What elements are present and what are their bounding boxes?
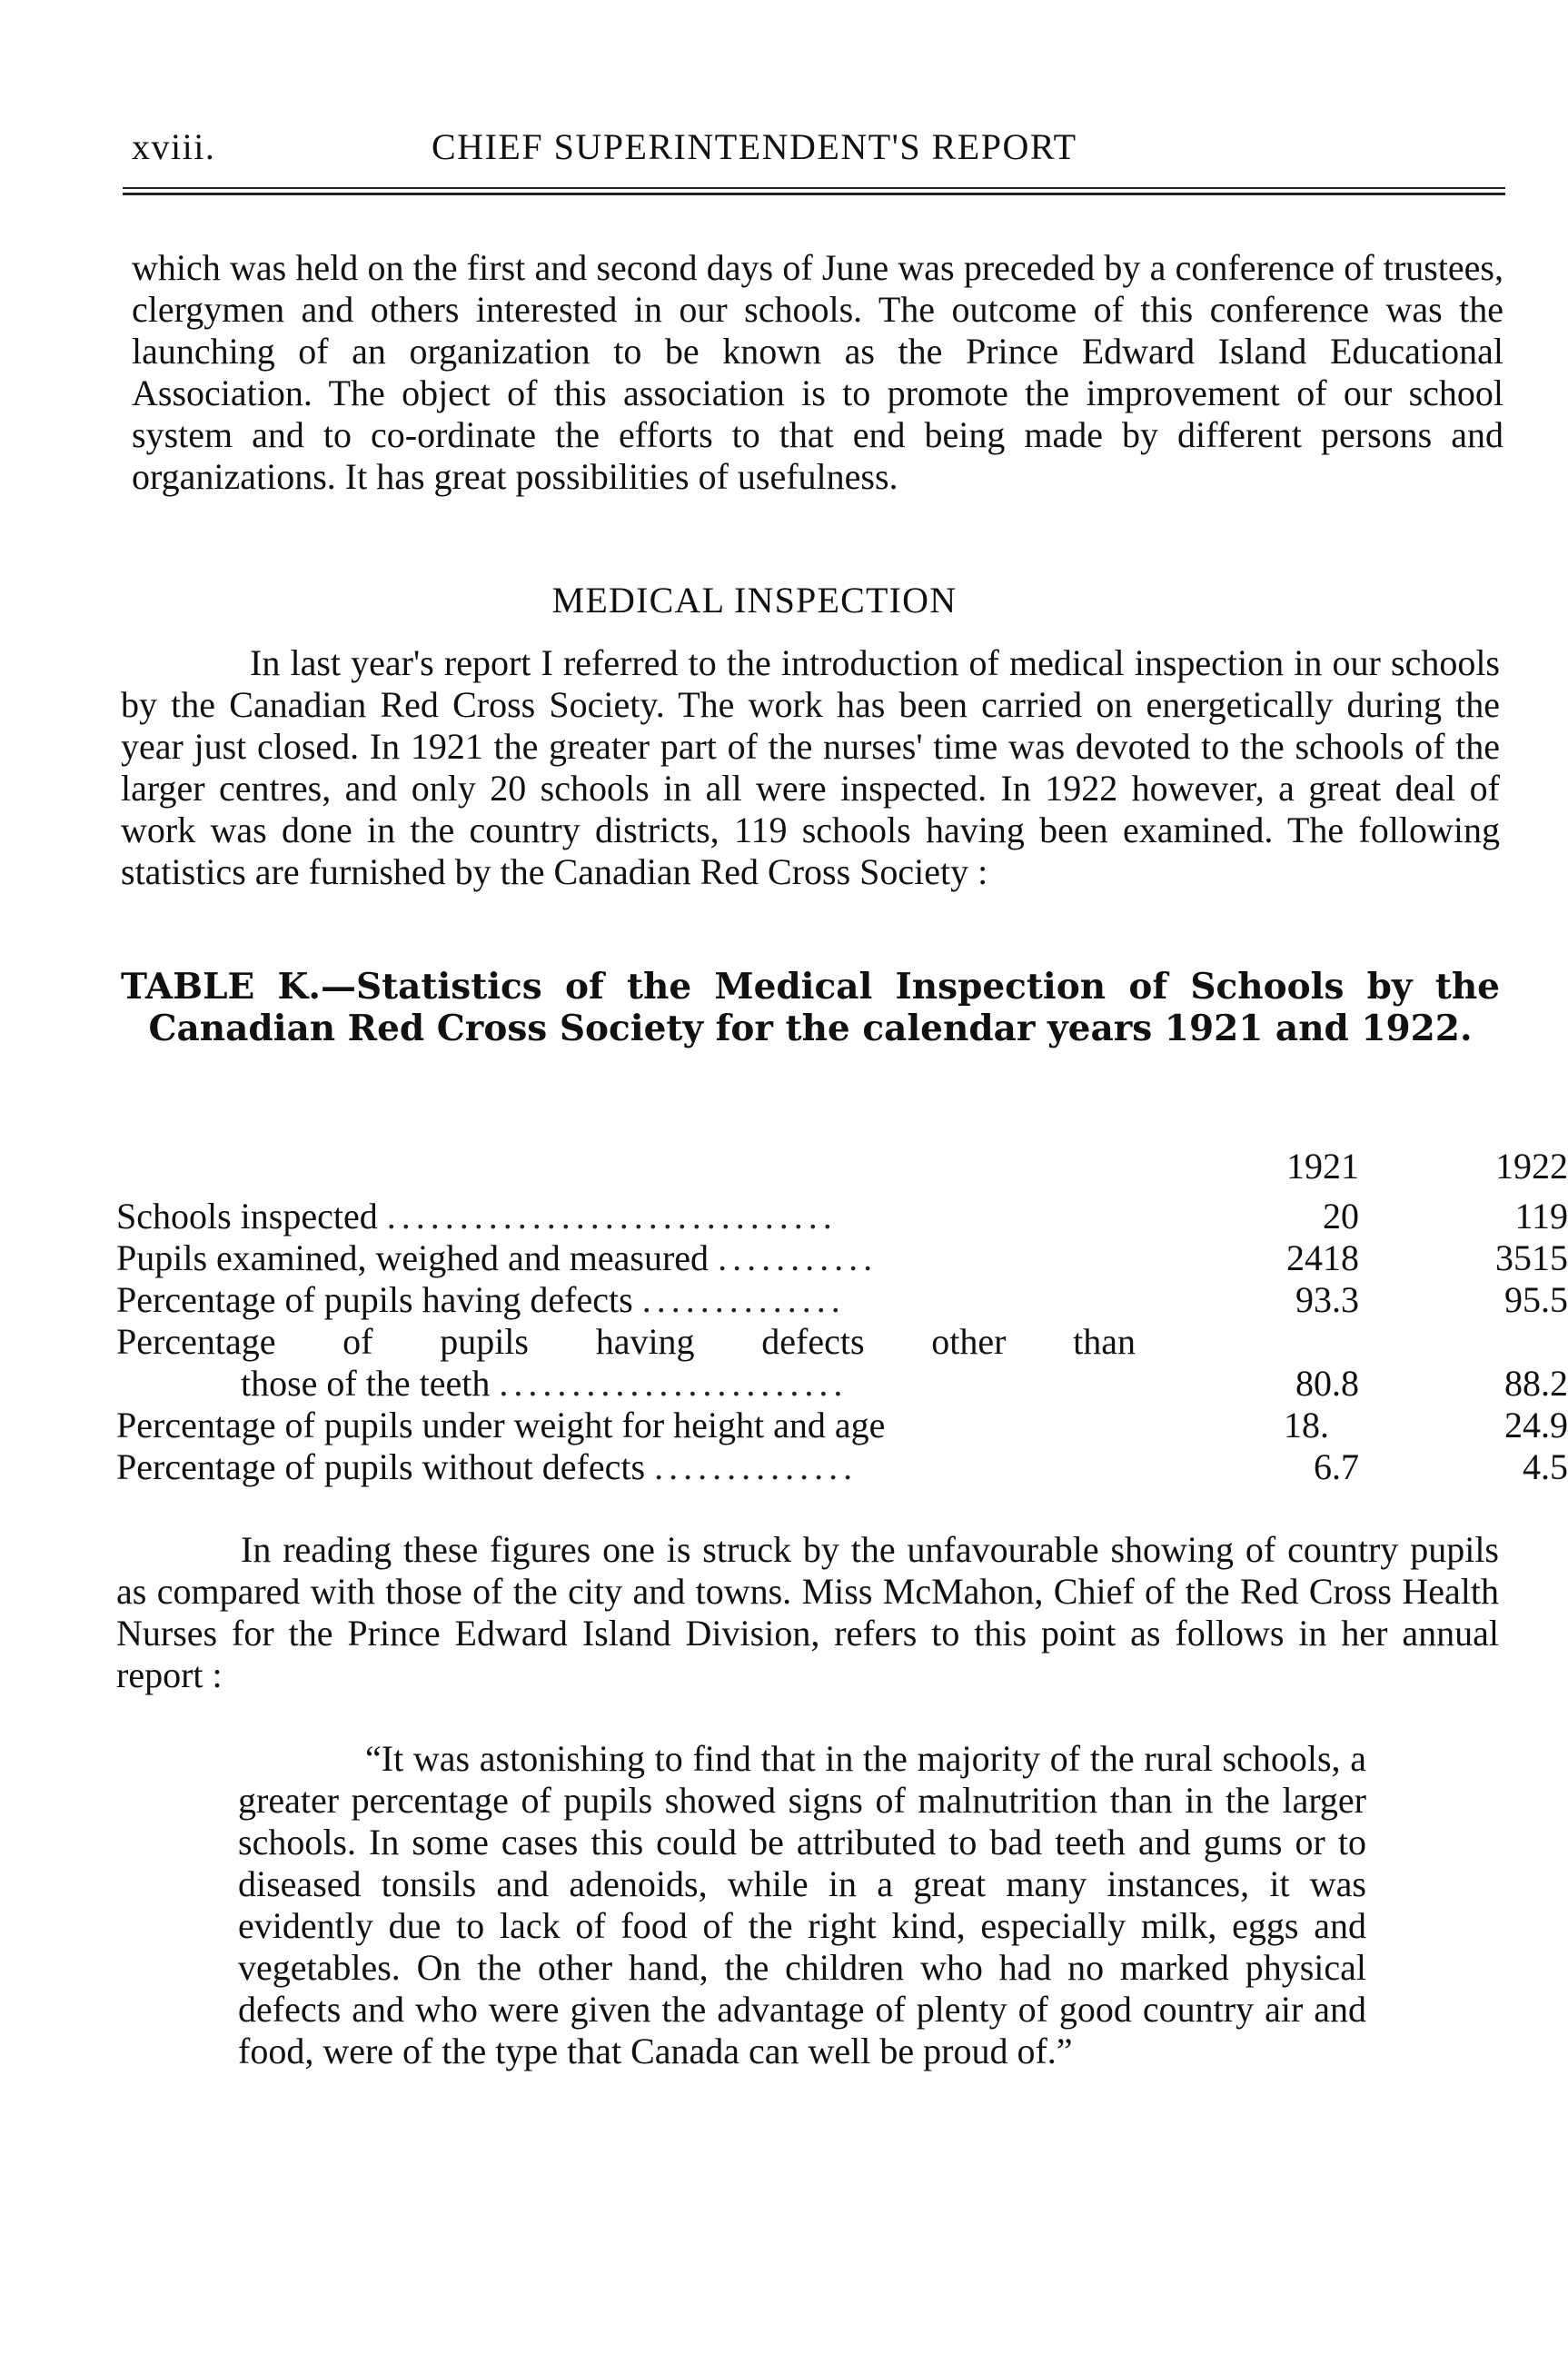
leader-dots: ............................... [386, 1196, 838, 1237]
table-row [116, 1445, 1568, 1487]
row-label: Schools inspected [116, 1196, 378, 1237]
medical-inspection-paragraph: In last year's report I referred to the introduction of medical inspection in our schools by the Canadian Red Cross Society. The work has been carried on energetically during the year just closed. In 1921 the greater part of the nurses' time was devoted to the schools of the larger centres, and only 20 schools in all were inspected. In 1922 however, a great deal of work was done in the country districts, 119 schools having been examined. The following statistics are furnished by the Canadian Red Cross Society : [121, 642, 1500, 892]
row-label: Pupils examined, weighed and measured [116, 1237, 710, 1278]
table-row [116, 1237, 1568, 1278]
value-1922: 4.5 [1523, 1446, 1568, 1487]
header-rule-thick [123, 193, 1505, 195]
section-heading: MEDICAL INSPECTION [551, 580, 958, 621]
row-label: Percentage of pupils under weight for height and age [116, 1405, 886, 1445]
value-1921: 20 [1323, 1196, 1359, 1237]
value-1921: 2418 [1286, 1237, 1359, 1278]
table-row [116, 1320, 1461, 1362]
row-label-continued: those of the teeth [241, 1363, 491, 1404]
block-quotation: “It was astonishing to find that in the majority of the rural schools, a greater percentage of pupils showed signs of malnutrition than in the larger schools. In some cases this could be attributed to bad teeth and gums or to diseased tonsils and adenoids, while in a great many instances, it was evidently due to lack of food of the right kind, especially milk, eggs and vegetables. On the other hand, the children who had no marked physical defects and who were given the advantage of plenty of good country air and food, were of the type that Canada can well be proud of.” [238, 1738, 1366, 2071]
column-header-1921: 1921 [1286, 1146, 1359, 1187]
value-1922: 119 [1514, 1196, 1568, 1237]
leader-dots: .............. [641, 1279, 846, 1320]
value-1922: 3515 [1495, 1237, 1568, 1278]
leader-dots: ........... [718, 1237, 878, 1278]
value-1922: 95.5 [1504, 1279, 1568, 1320]
value-1921: 18. [1284, 1405, 1329, 1445]
running-title: CHIEF SUPERINTENDENT'S REPORT [432, 126, 1077, 167]
table-row [116, 1278, 1568, 1320]
table-row [116, 1195, 1568, 1237]
value-1921: 80.8 [1295, 1363, 1359, 1404]
page-number: xviii. [132, 126, 216, 167]
header-rule-thin [123, 187, 1505, 189]
intro-paragraph: which was held on the first and second days of June was preceded by a conference of trustees, clergymen and others interested in our schools. The outcome of this conference was the launching of an organization to be known as the Prince Edward Island Educational Association. The object of this association is to promote the improvement of our school system and to co-ordinate the efforts to that end being made by different persons and organizations. It has great possibilities of usefulness. [132, 247, 1503, 497]
leader-dots: .............. [654, 1446, 858, 1487]
value-1921: 6.7 [1314, 1446, 1359, 1487]
table-caption: TABLE K.—Statistics of the Medical Inspection of Schools by the Canadian Red Cross Society for the calendar years 1921 and 1922. [121, 966, 1500, 1049]
value-1921: 93.3 [1295, 1279, 1359, 1320]
leader-dots: ........................ [499, 1363, 849, 1404]
table-row [116, 1362, 1568, 1404]
commentary-paragraph: In reading these figures one is struck by the unfavourable showing of country pupils as compared with those of the city and towns. Miss McMahon, Chief of the Red Cross Health Nurses for the Prince Edward Island Division, refers to this point as follows in her annual report : [116, 1529, 1499, 1695]
table-row [116, 1404, 1568, 1445]
value-1922: 24.9 [1504, 1405, 1568, 1445]
running-header [132, 125, 1503, 180]
value-1922: 88.2 [1504, 1363, 1568, 1404]
column-header-1922: 1922 [1495, 1146, 1568, 1187]
row-label: Percentage of pupils without defects [116, 1446, 646, 1487]
row-label: Percentage of pupils having defects other than [116, 1321, 1136, 1362]
row-label: Percentage of pupils having defects [116, 1279, 633, 1320]
